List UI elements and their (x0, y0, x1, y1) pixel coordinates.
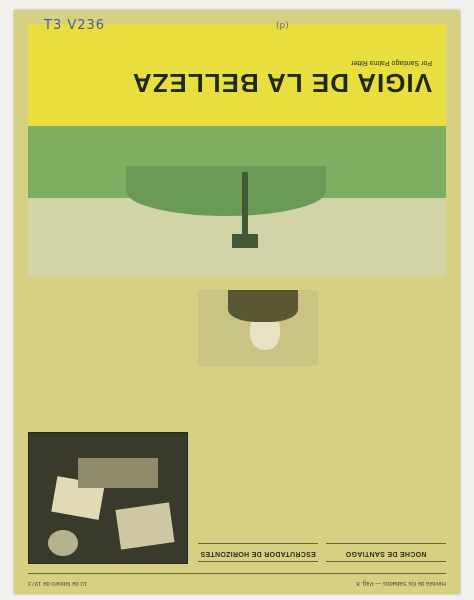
noche-title: NOCHE DE SANTIAGO (345, 550, 427, 557)
noche-title-box (326, 543, 446, 562)
portrait-inset (198, 290, 318, 366)
header-left: Revista de los Sábados — Pág. 8 (356, 580, 446, 586)
page-header (28, 574, 446, 586)
landscape-band (28, 24, 446, 276)
page-note-handwriting: (p) (276, 21, 289, 31)
article-column-noche (326, 284, 446, 564)
escrutador-title-box (198, 543, 318, 562)
escrutador-title: ESCRUTADOR DE HORIZONTES (200, 550, 316, 557)
main-headline: VIGIA DE LA BELLEZA (131, 68, 432, 98)
clipping-sheet (14, 10, 460, 594)
header-right: 10 de febrero de 1973 (28, 580, 88, 586)
photo-frame (28, 432, 188, 564)
archive-id-handwriting: T3 V236 (44, 18, 106, 33)
header-rule (28, 573, 446, 574)
main-byline: Por Santiago Palma Ritter (351, 59, 432, 66)
printed-page (14, 10, 460, 594)
